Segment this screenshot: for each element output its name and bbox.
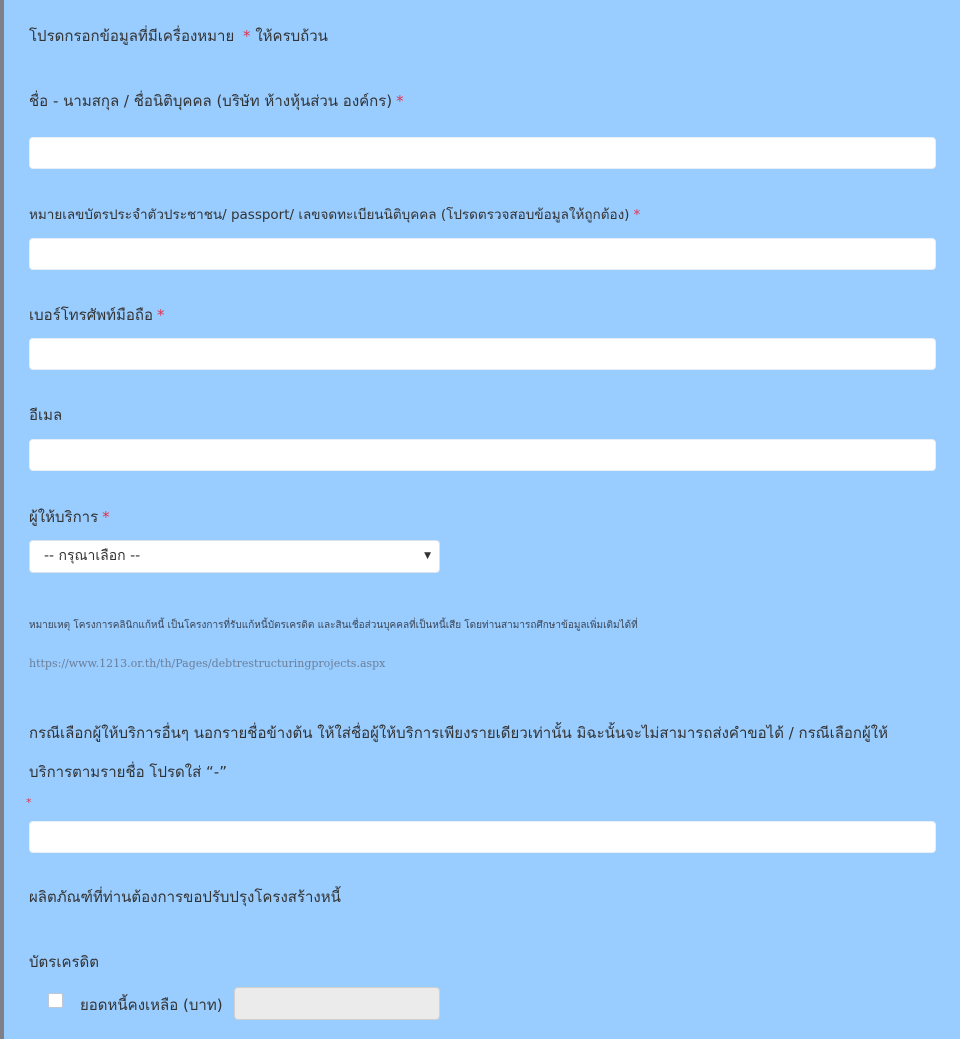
provider-selected-value: -- กรุณาเลือก -- — [44, 548, 141, 564]
other-provider-label-line1: กรณีเลือกผู้ให้บริการอื่นๆ นอกรายชื่อข้างต้น ให้ใส่ชื่อผู้ให้บริการเพียงรายเดียวเท่านั้น มิฉะนั้นจะไม่สามารถส่งคำขอได้ / กรณีเลือกผู้ให้ — [29, 724, 888, 742]
id-number-input[interactable] — [29, 238, 936, 270]
mobile-label — [29, 303, 165, 327]
intro-text: โปรดกรอกข้อมูลที่มีเครื่องหมาย — [29, 27, 235, 45]
provider-label-text: ผู้ให้บริการ — [29, 508, 99, 526]
required-asterisk: * — [157, 306, 165, 324]
provider-select[interactable] — [29, 540, 440, 573]
id-number-label — [29, 203, 640, 225]
window-left-edge — [0, 0, 4, 1039]
mobile-label-text: เบอร์โทรศัพท์มือถือ — [29, 306, 153, 324]
required-asterisk: * — [633, 207, 641, 223]
required-asterisk: * — [102, 508, 110, 526]
email-input[interactable] — [29, 439, 936, 471]
products-heading: ผลิตภัณฑ์ที่ท่านต้องการขอปรับปรุงโครงสร้างหนี้ — [29, 888, 341, 906]
name-label-text: ชื่อ - นามสกุล / ชื่อนิติบุคคล (บริษัท ห้างหุ้นส่วน องค์กร) — [29, 92, 393, 110]
note-text: หมายเหตุ โครงการคลินิกแก้หนี้ เป็นโครงการที่รับแก้หนี้บัตรเครดิต และสินเชื่อส่วนบุคคลที่เป็นหนี้เสีย โดยท่านสามารถศึกษาข้อมูลเพิ่มเติมได้ที่ — [29, 620, 638, 631]
form-intro — [29, 24, 328, 48]
required-asterisk: * — [243, 27, 251, 45]
intro-suffix: ให้ครบถ้วน — [255, 27, 328, 45]
mobile-input[interactable] — [29, 338, 936, 370]
other-provider-input[interactable] — [29, 821, 936, 853]
provider-label — [29, 505, 110, 529]
id-number-label-text: หมายเลขบัตรประจำตัวประชาชน/ passport/ เลขจดทะเบียนนิติบุคคล (โปรดตรวจสอบข้อมูลให้ถูกต้อง) — [29, 207, 630, 223]
required-asterisk: * — [26, 796, 32, 809]
outstanding-balance-label: ยอดหนี้คงเหลือ (บาท) — [80, 996, 223, 1014]
email-label — [29, 403, 62, 427]
other-provider-label-line2: บริการตามรายชื่อ โปรดใส่ “-” — [29, 763, 227, 781]
info-link[interactable]: https://www.1213.or.th/th/Pages/debtrestructuringprojects.aspx — [29, 657, 386, 670]
name-input[interactable] — [29, 137, 936, 169]
email-label-text: อีเมล — [29, 406, 63, 424]
required-asterisk: * — [396, 92, 404, 110]
credit-card-heading: บัตรเครดิต — [29, 953, 100, 971]
credit-card-checkbox[interactable] — [48, 993, 63, 1008]
outstanding-balance-input[interactable] — [234, 987, 440, 1020]
name-label — [29, 89, 404, 113]
dropdown-arrow-icon: ▼ — [424, 551, 431, 561]
